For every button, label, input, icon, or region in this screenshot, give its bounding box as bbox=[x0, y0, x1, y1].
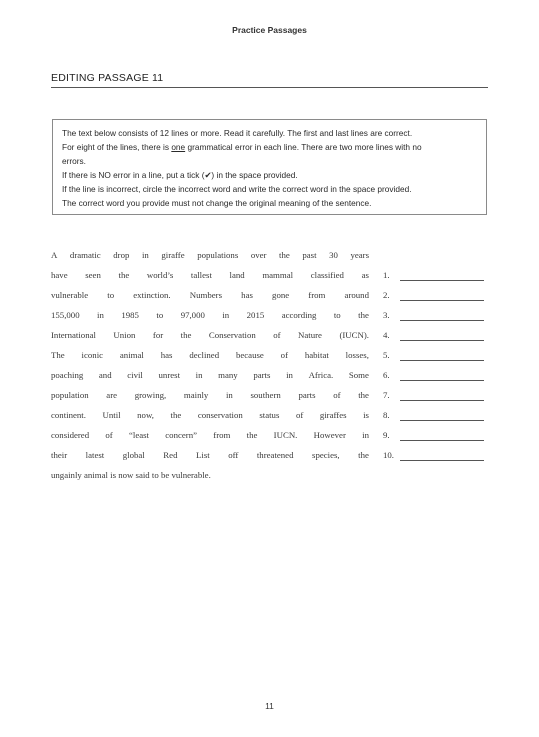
passage-word: to bbox=[107, 290, 115, 300]
passage-line-text bbox=[51, 410, 369, 430]
passage-last-line bbox=[51, 470, 485, 490]
passage-word: latest bbox=[85, 450, 105, 460]
instruction-line-2-end: grammatical error in each line. There are two more lines with no bbox=[185, 142, 422, 152]
passage-line-4 bbox=[51, 330, 485, 350]
passage-line-3 bbox=[51, 310, 485, 330]
passage-word: of bbox=[273, 330, 281, 340]
instruction-line-1: The text below consists of 12 lines or more. Read it carefully. The first and last lines are correct. bbox=[62, 128, 413, 138]
passage-title: EDITING PASSAGE 11 bbox=[51, 72, 164, 84]
passage-word: species, bbox=[312, 450, 340, 460]
passage-word: parts bbox=[253, 370, 271, 380]
passage-word: of bbox=[295, 410, 304, 420]
title-divider bbox=[51, 87, 488, 88]
passage-line-6 bbox=[51, 370, 485, 390]
passage-word: continent. bbox=[51, 410, 86, 420]
passage-word: population bbox=[51, 390, 89, 400]
line-number: 3. bbox=[383, 310, 390, 320]
instructions-box bbox=[52, 119, 487, 215]
passage-word: from bbox=[213, 430, 231, 440]
passage-word: past bbox=[302, 250, 317, 260]
passage-word: dramatic bbox=[69, 250, 101, 260]
passage-word: in bbox=[222, 310, 230, 320]
passage-line-10 bbox=[51, 450, 485, 470]
passage-word: Some bbox=[348, 370, 369, 380]
line-number: 1. bbox=[383, 270, 390, 280]
passage-word: to bbox=[156, 310, 164, 320]
passage-word: gone bbox=[272, 290, 290, 300]
passage-word: Nature bbox=[298, 330, 322, 340]
passage-word: A bbox=[51, 250, 58, 260]
passage-line-7 bbox=[51, 390, 485, 410]
passage-word: has bbox=[241, 290, 253, 300]
passage-word: the bbox=[118, 270, 130, 280]
passage-word: Africa. bbox=[308, 370, 334, 380]
passage-word: the bbox=[170, 410, 182, 420]
instruction-line-2 bbox=[62, 140, 478, 154]
passage-word: declined bbox=[189, 350, 220, 360]
passage-word: mammal bbox=[262, 270, 294, 280]
passage-line-text bbox=[51, 370, 369, 390]
line-number: 8. bbox=[383, 410, 390, 420]
passage-word: mainly bbox=[183, 390, 209, 400]
passage-word: from bbox=[308, 290, 326, 300]
passage-word: 30 bbox=[329, 250, 338, 260]
passage-line-text bbox=[51, 450, 369, 470]
passage-word: the bbox=[358, 450, 369, 460]
passage-word: Union bbox=[113, 330, 136, 340]
passage-word: The bbox=[51, 350, 65, 360]
passage-line-1 bbox=[51, 270, 485, 290]
passage-word: in bbox=[362, 430, 369, 440]
passage-word: poaching bbox=[51, 370, 84, 380]
passage-word: List bbox=[196, 450, 210, 460]
passage-word: parts bbox=[298, 390, 316, 400]
passage-word: threatened bbox=[256, 450, 294, 460]
line-number: 4. bbox=[383, 330, 390, 340]
answer-blank-6[interactable] bbox=[400, 380, 484, 381]
passage-word: world’s bbox=[146, 270, 174, 280]
passage-line-text bbox=[51, 350, 369, 370]
line-number: 2. bbox=[383, 290, 390, 300]
answer-blank-3[interactable] bbox=[400, 320, 484, 321]
passage-word: of bbox=[280, 350, 288, 360]
passage-word: classified bbox=[310, 270, 344, 280]
passage-word: concern” bbox=[165, 430, 198, 440]
passage-word: growing, bbox=[134, 390, 167, 400]
passage-line-text bbox=[51, 390, 369, 410]
answer-blank-9[interactable] bbox=[400, 440, 484, 441]
passage-word: (IUCN). bbox=[339, 330, 369, 340]
passage-word: in bbox=[97, 310, 104, 320]
passage-word: in bbox=[225, 390, 233, 400]
answer-blank-5[interactable] bbox=[400, 360, 484, 361]
passage-word: the bbox=[279, 250, 290, 260]
answer-blank-2[interactable] bbox=[400, 300, 484, 301]
passage-word: have bbox=[51, 270, 68, 280]
passage-word: civil bbox=[127, 370, 143, 380]
passage-word: many bbox=[218, 370, 238, 380]
passage-word: IUCN. bbox=[273, 430, 298, 440]
passage-word: unrest bbox=[158, 370, 181, 380]
passage-word: conservation bbox=[197, 410, 243, 420]
passage-word: global bbox=[122, 450, 145, 460]
passage-word: 97,000 bbox=[180, 310, 205, 320]
passage-word: drop bbox=[113, 250, 130, 260]
passage-word: now, bbox=[137, 410, 154, 420]
passage-first-line bbox=[51, 250, 485, 270]
passage-word: over bbox=[250, 250, 267, 260]
passage-line-text bbox=[51, 270, 369, 290]
passage-word: has bbox=[160, 350, 173, 360]
passage-word: giraffes bbox=[319, 410, 347, 420]
passage-word: of bbox=[333, 390, 341, 400]
passage-word: 2015 bbox=[246, 310, 265, 320]
instruction-line-5: If the line is incorrect, circle the incorrect word and write the correct word in the space provided. bbox=[62, 184, 412, 194]
passage-word: in bbox=[286, 370, 293, 380]
passage-word: of bbox=[105, 430, 113, 440]
passage-word: and bbox=[98, 370, 112, 380]
passage-line-8 bbox=[51, 410, 485, 430]
line-number: 9. bbox=[383, 430, 390, 440]
answer-blank-7[interactable] bbox=[400, 400, 484, 401]
line-number: 6. bbox=[383, 370, 390, 380]
passage-word: tallest bbox=[190, 270, 212, 280]
passage-line-text bbox=[51, 310, 369, 330]
passage-word: the bbox=[180, 330, 192, 340]
page-number: 11 bbox=[265, 701, 274, 711]
passage-word: years bbox=[350, 250, 369, 260]
passage-word: “least bbox=[128, 430, 149, 440]
passage-word: as bbox=[361, 270, 369, 280]
passage-word: giraffe bbox=[161, 250, 185, 260]
passage-word: around bbox=[344, 290, 369, 300]
passage-word: the bbox=[358, 390, 369, 400]
instruction-underlined-word: one bbox=[171, 142, 186, 152]
passage-word: 155,000 bbox=[51, 310, 80, 320]
passage-line-text bbox=[51, 250, 369, 270]
instruction-line-2-start: For eight of the lines, there is bbox=[62, 142, 172, 152]
instruction-line-6: The correct word you provide must not change the original meaning of the sentence. bbox=[62, 198, 372, 208]
passage-word: vulnerable bbox=[51, 290, 89, 300]
passage-word: the bbox=[246, 430, 258, 440]
passage-word: is bbox=[363, 410, 369, 420]
answer-blank-10[interactable] bbox=[400, 460, 484, 461]
passage-word: seen bbox=[85, 270, 101, 280]
passage-word: habitat bbox=[304, 350, 329, 360]
passage-word: Numbers bbox=[189, 290, 223, 300]
line-number: 5. bbox=[383, 350, 390, 360]
passage-word: Conservation bbox=[208, 330, 256, 340]
passage-word: off bbox=[228, 450, 239, 460]
answer-blank-8[interactable] bbox=[400, 420, 484, 421]
editing-passage bbox=[51, 250, 485, 490]
passage-line-text: ungainly animal is now said to be vulnerable. bbox=[51, 470, 211, 480]
passage-word: losses, bbox=[345, 350, 369, 360]
passage-line-text bbox=[51, 430, 369, 450]
passage-word: are bbox=[106, 390, 118, 400]
passage-word: southern bbox=[250, 390, 281, 400]
passage-word: populations bbox=[197, 250, 239, 260]
passage-word: Until bbox=[102, 410, 121, 420]
passage-word: extinction. bbox=[133, 290, 171, 300]
passage-word: animal bbox=[119, 350, 144, 360]
passage-line-text bbox=[51, 330, 369, 350]
passage-word: because bbox=[235, 350, 264, 360]
passage-word: according bbox=[281, 310, 317, 320]
passage-word: status bbox=[259, 410, 280, 420]
passage-word: land bbox=[229, 270, 245, 280]
instruction-line-4: If there is NO error in a line, put a tick (✔) in the space provided. bbox=[62, 170, 298, 180]
running-header: Practice Passages bbox=[232, 25, 307, 35]
answer-blank-4[interactable] bbox=[400, 340, 484, 341]
passage-word: in bbox=[141, 250, 149, 260]
passage-line-2 bbox=[51, 290, 485, 310]
passage-line-9 bbox=[51, 430, 485, 450]
passage-word: the bbox=[358, 310, 369, 320]
passage-word: International bbox=[51, 330, 96, 340]
answer-blank-1[interactable] bbox=[400, 280, 484, 281]
passage-line-5 bbox=[51, 350, 485, 370]
passage-word: However bbox=[313, 430, 346, 440]
passage-word: in bbox=[195, 370, 203, 380]
passage-word: Red bbox=[163, 450, 178, 460]
line-number: 10. bbox=[383, 450, 394, 460]
passage-line-text bbox=[51, 290, 369, 310]
passage-word: considered bbox=[51, 430, 90, 440]
instruction-line-3: errors. bbox=[62, 156, 86, 166]
line-number: 7. bbox=[383, 390, 390, 400]
passage-word: their bbox=[51, 450, 68, 460]
passage-word: iconic bbox=[81, 350, 104, 360]
passage-word: 1985 bbox=[121, 310, 139, 320]
passage-word: to bbox=[333, 310, 341, 320]
passage-word: for bbox=[152, 330, 164, 340]
